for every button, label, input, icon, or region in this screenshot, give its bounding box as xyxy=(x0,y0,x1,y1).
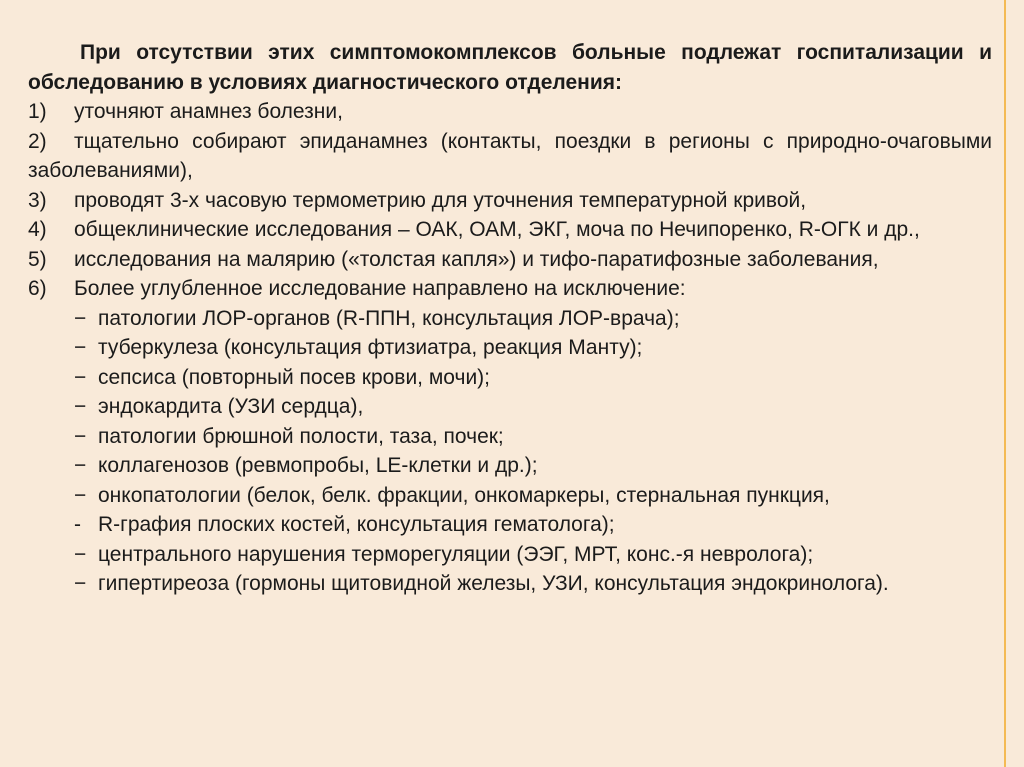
dash-bullet: − xyxy=(74,572,87,595)
sub-list-item xyxy=(74,540,992,570)
list-item-text: уточняют анамнез болезни, xyxy=(74,100,343,123)
list-item-text: исследования на малярию («толстая капля») и тифо-паратифозные заболевания, xyxy=(74,247,879,271)
slide-content xyxy=(28,38,992,599)
list-item-number: 5) xyxy=(28,247,47,271)
sub-list-item xyxy=(74,304,992,334)
list-item-number: 1) xyxy=(28,100,47,123)
sub-list-item-text: центрального нарушения терморегуляции (ЭЭГ, МРТ, конс.-я невролога); xyxy=(98,542,814,566)
list-item xyxy=(28,215,992,245)
sub-list-item-text: патологии брюшной полости, таза, почек; xyxy=(98,424,504,448)
sub-list-item xyxy=(74,481,992,511)
list-item xyxy=(28,127,992,186)
sub-list-item-text: эндокардита (УЗИ сердца), xyxy=(98,395,364,418)
dash-bullet: − xyxy=(74,424,87,448)
list-item xyxy=(28,274,992,304)
sub-list-item-text: коллагенозов (ревмопробы, LE-клетки и др.); xyxy=(98,454,538,477)
sub-list-item xyxy=(74,422,992,452)
list-item-text: Более углубленное исследование направлено на исключение: xyxy=(74,277,686,300)
list-item-number: 2) xyxy=(28,129,47,153)
sub-list-item-text: онкопатологии (белок, белк. фракции, онкомаркеры, стернальная пункция, xyxy=(98,483,830,507)
sub-list-item xyxy=(74,333,992,363)
dash-bullet: − xyxy=(74,483,87,507)
sub-list-item xyxy=(74,392,992,422)
list-item-text: общеклинические исследования – ОАК, ОАМ, ЭКГ, моча по Нечипоренко, R-ОГК и др., xyxy=(74,218,920,241)
dash-bullet: − xyxy=(74,365,87,389)
sub-list-item-text: сепсиса (повторный посев крови, мочи); xyxy=(98,365,491,389)
list-item-number: 6) xyxy=(28,277,47,300)
sub-list-item xyxy=(74,451,992,481)
dash-bullet: − xyxy=(74,336,87,359)
dash-bullet: - xyxy=(74,513,81,536)
decorative-side-line xyxy=(1004,0,1006,767)
dash-bullet: − xyxy=(74,306,87,330)
list-item xyxy=(28,186,992,216)
sub-list-item-text: патологии ЛОР-органов (R-ППН, консультация ЛОР-врача); xyxy=(98,306,680,330)
list-item-number: 3) xyxy=(28,188,47,212)
exclusion-list xyxy=(28,304,992,599)
dash-bullet: − xyxy=(74,454,87,477)
sub-list-item-text: R-графия плоских костей, консультация гематолога); xyxy=(98,513,615,536)
list-item-text: проводят 3-х часовую термометрию для уточнения температурной кривой, xyxy=(74,188,807,212)
list-item-text: тщательно собирают эпиданамнез (контакты, поездки в регионы с природно-очаговыми заболеваниями), xyxy=(28,129,992,182)
sub-list-item xyxy=(74,363,992,393)
dash-bullet: − xyxy=(74,395,87,418)
list-item-number: 4) xyxy=(28,218,47,241)
list-item xyxy=(28,97,992,127)
sub-list-item-text: туберкулеза (консультация фтизиатра, реакция Манту); xyxy=(98,336,643,359)
dash-bullet: − xyxy=(74,542,87,566)
sub-list-item xyxy=(74,510,992,540)
list-item xyxy=(28,245,992,275)
slide-heading: При отсутствии этих симптомокомплексов больные подлежат госпитализации и обследованию в условиях диагностического отделения: xyxy=(28,41,992,94)
sub-list-item xyxy=(74,569,992,599)
sub-list-item-text: гипертиреоза (гормоны щитовидной железы, УЗИ, консультация эндокринолога). xyxy=(98,572,889,595)
